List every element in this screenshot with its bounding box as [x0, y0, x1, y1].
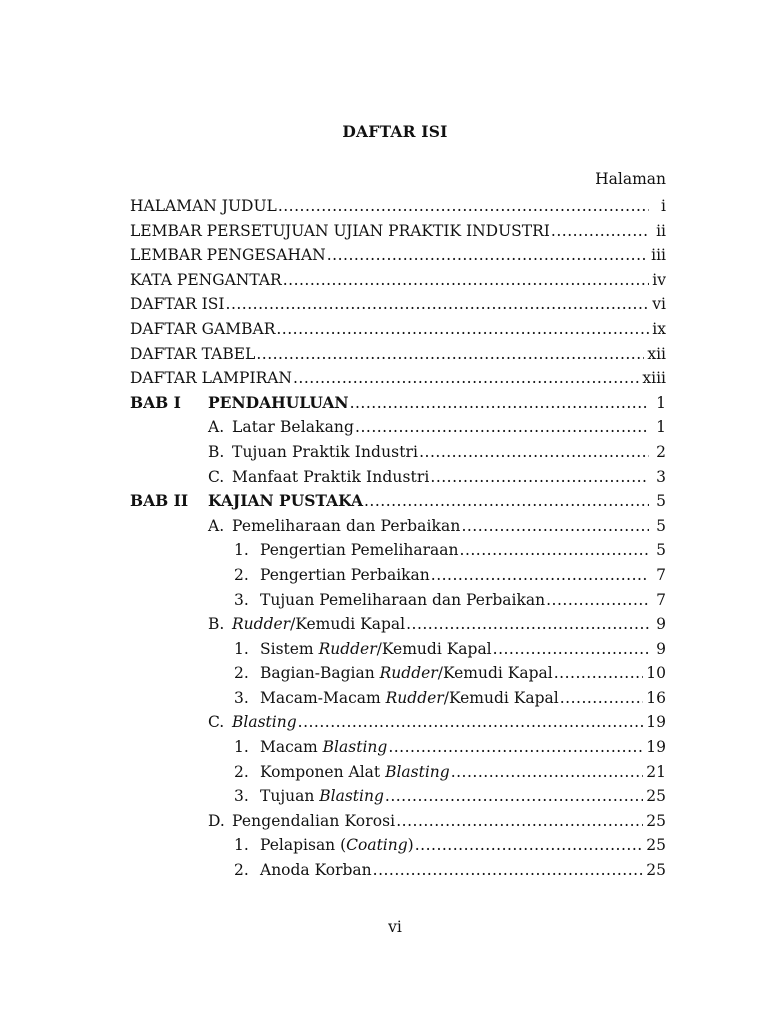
item-title: Pengertian Perbaikan [260, 565, 430, 584]
toc-item [130, 538, 666, 563]
toc-entry-page: 25 [646, 811, 666, 830]
item-title-italic: Rudder [379, 664, 438, 683]
toc-entry-page: ii [656, 221, 666, 240]
toc-section-tujuan-praktik [130, 440, 666, 465]
toc-entry-lembar-persetujuan [130, 219, 666, 244]
toc-entry-label: DAFTAR GAMBAR [130, 319, 276, 338]
item-title-pre: Pelapisan ( [260, 836, 347, 855]
item-marker: 3. [234, 787, 249, 806]
toc-entry-page: iii [651, 246, 666, 265]
dot-leader [493, 637, 649, 662]
section-marker: B. [208, 615, 225, 634]
dot-leader [226, 292, 649, 317]
section-title: Manfaat Praktik Industri [232, 467, 430, 486]
toc-entry-page: 2 [656, 442, 666, 461]
chapter-title: KAJIAN PUSTAKA [208, 491, 363, 511]
item-marker: 2. [234, 565, 249, 584]
dot-leader [256, 342, 644, 367]
dot-leader [364, 489, 649, 514]
toc-item [130, 637, 666, 662]
toc-entry-label: LEMBAR PERSETUJUAN UJIAN PRAKTIK INDUSTRI [130, 221, 550, 240]
section-marker: B. [208, 442, 225, 461]
toc-item [130, 833, 666, 858]
item-title-post: /Kemudi Kapal [376, 639, 492, 658]
section-title-rest: /Kemudi Kapal [290, 615, 406, 634]
item-title-italic: Blasting [319, 787, 384, 806]
dot-leader [276, 317, 649, 342]
item-title-italic: Coating [346, 836, 408, 855]
toc-entry-page: 1 [656, 393, 666, 412]
item-title-pre: Anoda Korban [260, 861, 372, 880]
item-marker: 1. [234, 738, 249, 757]
item-title-pre: Macam-Macam [260, 688, 386, 707]
item-title: Tujuan Pemeliharaan dan Perbaikan [260, 590, 546, 609]
toc-entry-lembar-pengesahan [130, 243, 666, 268]
toc-entry-page: 16 [646, 688, 666, 707]
item-marker: 3. [234, 688, 249, 707]
table-of-contents [130, 194, 666, 883]
footer-page-number: vi [388, 918, 402, 936]
dot-leader [460, 538, 649, 563]
toc-entry-page: ix [652, 319, 666, 338]
toc-section-pengendalian-korosi [130, 809, 666, 834]
item-title-pre: Bagian-Bagian [260, 664, 380, 683]
page-column-header: Halaman [595, 170, 666, 188]
item-title-italic: Rudder [385, 688, 444, 707]
toc-section-rudder [130, 612, 666, 637]
toc-entry-halaman-judul [130, 194, 666, 219]
dot-leader [388, 735, 643, 760]
toc-entry-page: 7 [656, 565, 666, 584]
item-title-pre: Sistem [260, 639, 319, 658]
dot-leader [385, 784, 643, 809]
dot-leader [350, 391, 649, 416]
toc-entry-label: KATA PENGANTAR [130, 270, 282, 289]
toc-entry-label: HALAMAN JUDUL [130, 197, 277, 215]
item-title-pre: Tujuan [260, 787, 320, 806]
section-marker: D. [208, 811, 225, 830]
dot-leader [560, 686, 644, 711]
toc-entry-page: 25 [646, 836, 666, 855]
section-marker: A. [208, 418, 225, 437]
toc-item [130, 588, 666, 613]
dot-leader [373, 858, 644, 883]
toc-entry-daftar-gambar [130, 317, 666, 342]
toc-entry-page: 19 [646, 713, 666, 732]
item-title-pre: Komponen Alat [260, 762, 386, 781]
section-title: Latar Belakang [232, 418, 355, 437]
page-title: DAFTAR ISI [342, 122, 448, 141]
item-marker: 2. [234, 861, 249, 880]
toc-entry-page: xiii [642, 369, 666, 388]
item-title-pre: Macam [260, 738, 323, 757]
toc-entry-page: 10 [646, 664, 666, 683]
toc-entry-page: 9 [656, 615, 666, 634]
dot-leader [406, 612, 649, 637]
toc-item [130, 858, 666, 883]
toc-entry-page: 5 [656, 492, 666, 511]
dot-leader [293, 366, 639, 391]
toc-entry-page: 5 [656, 516, 666, 535]
toc-entry-label: DAFTAR LAMPIRAN [130, 369, 292, 388]
toc-entry-page: 21 [646, 762, 666, 781]
dot-leader [554, 661, 644, 686]
dot-leader [461, 514, 649, 539]
section-title-italic: Rudder [232, 615, 291, 634]
toc-item [130, 563, 666, 588]
toc-entry-daftar-lampiran [130, 366, 666, 391]
dot-leader [451, 760, 644, 785]
chapter-title: PENDAHULUAN [208, 392, 349, 412]
section-marker: C. [208, 713, 225, 732]
toc-entry-label: LEMBAR PENGESAHAN [130, 246, 326, 265]
toc-entry-page: iv [652, 270, 666, 289]
item-marker: 1. [234, 639, 249, 658]
toc-entry-page: 1 [656, 418, 666, 437]
toc-chapter-bab-1 [130, 391, 666, 416]
section-marker: C. [208, 467, 225, 486]
toc-entry-page: i [661, 197, 666, 215]
toc-section-pemeliharaan [130, 514, 666, 539]
dot-leader [298, 710, 644, 735]
dot-leader [355, 415, 649, 440]
chapter-label: BAB I [130, 392, 181, 412]
toc-item [130, 735, 666, 760]
item-marker: 2. [234, 762, 249, 781]
item-title-post: /Kemudi Kapal [437, 664, 553, 683]
toc-entry-label: DAFTAR TABEL [130, 344, 256, 363]
toc-item [130, 760, 666, 785]
toc-entry-page: 25 [646, 787, 666, 806]
item-marker: 1. [234, 836, 249, 855]
dot-leader [430, 465, 649, 490]
toc-item [130, 686, 666, 711]
toc-section-manfaat-praktik [130, 465, 666, 490]
toc-entry-kata-pengantar [130, 268, 666, 293]
dot-leader [283, 268, 649, 293]
item-title-post: ) [407, 836, 414, 855]
toc-entry-page: 19 [646, 738, 666, 757]
toc-item [130, 784, 666, 809]
toc-entry-daftar-tabel [130, 342, 666, 367]
toc-entry-page: 9 [656, 639, 666, 658]
toc-chapter-bab-2 [130, 489, 666, 514]
toc-section-latar-belakang [130, 415, 666, 440]
section-title: Pemeliharaan dan Perbaikan [232, 516, 461, 535]
dot-leader [415, 833, 644, 858]
toc-entry-label: DAFTAR ISI [130, 295, 225, 314]
dot-leader [327, 243, 648, 268]
item-title-italic: Rudder [318, 639, 377, 658]
dot-leader [396, 809, 643, 834]
item-marker: 3. [234, 590, 249, 609]
dot-leader [419, 440, 649, 465]
item-title-italic: Blasting [322, 738, 388, 757]
toc-entry-page: 25 [646, 861, 666, 880]
toc-entry-page: 5 [656, 541, 666, 560]
toc-entry-page: 7 [656, 590, 666, 609]
dot-leader [551, 219, 649, 244]
toc-entry-daftar-isi [130, 292, 666, 317]
item-title-post: /Kemudi Kapal [443, 688, 559, 707]
dot-leader [278, 194, 649, 219]
section-title-italic: Blasting [232, 713, 297, 732]
toc-item [130, 661, 666, 686]
toc-entry-page: vi [652, 295, 666, 314]
chapter-label: BAB II [130, 491, 189, 511]
toc-entry-page: xii [647, 344, 666, 363]
item-marker: 1. [234, 541, 249, 560]
toc-entry-page: 3 [656, 467, 666, 486]
section-title: Tujuan Praktik Industri [232, 442, 419, 461]
section-title: Pengendalian Korosi [232, 811, 396, 830]
item-title: Pengertian Pemeliharaan [260, 541, 459, 560]
toc-section-blasting [130, 710, 666, 735]
item-marker: 2. [234, 664, 249, 683]
item-title-italic: Blasting [385, 762, 450, 781]
dot-leader [431, 563, 649, 588]
section-marker: A. [208, 516, 225, 535]
dot-leader [546, 588, 649, 613]
